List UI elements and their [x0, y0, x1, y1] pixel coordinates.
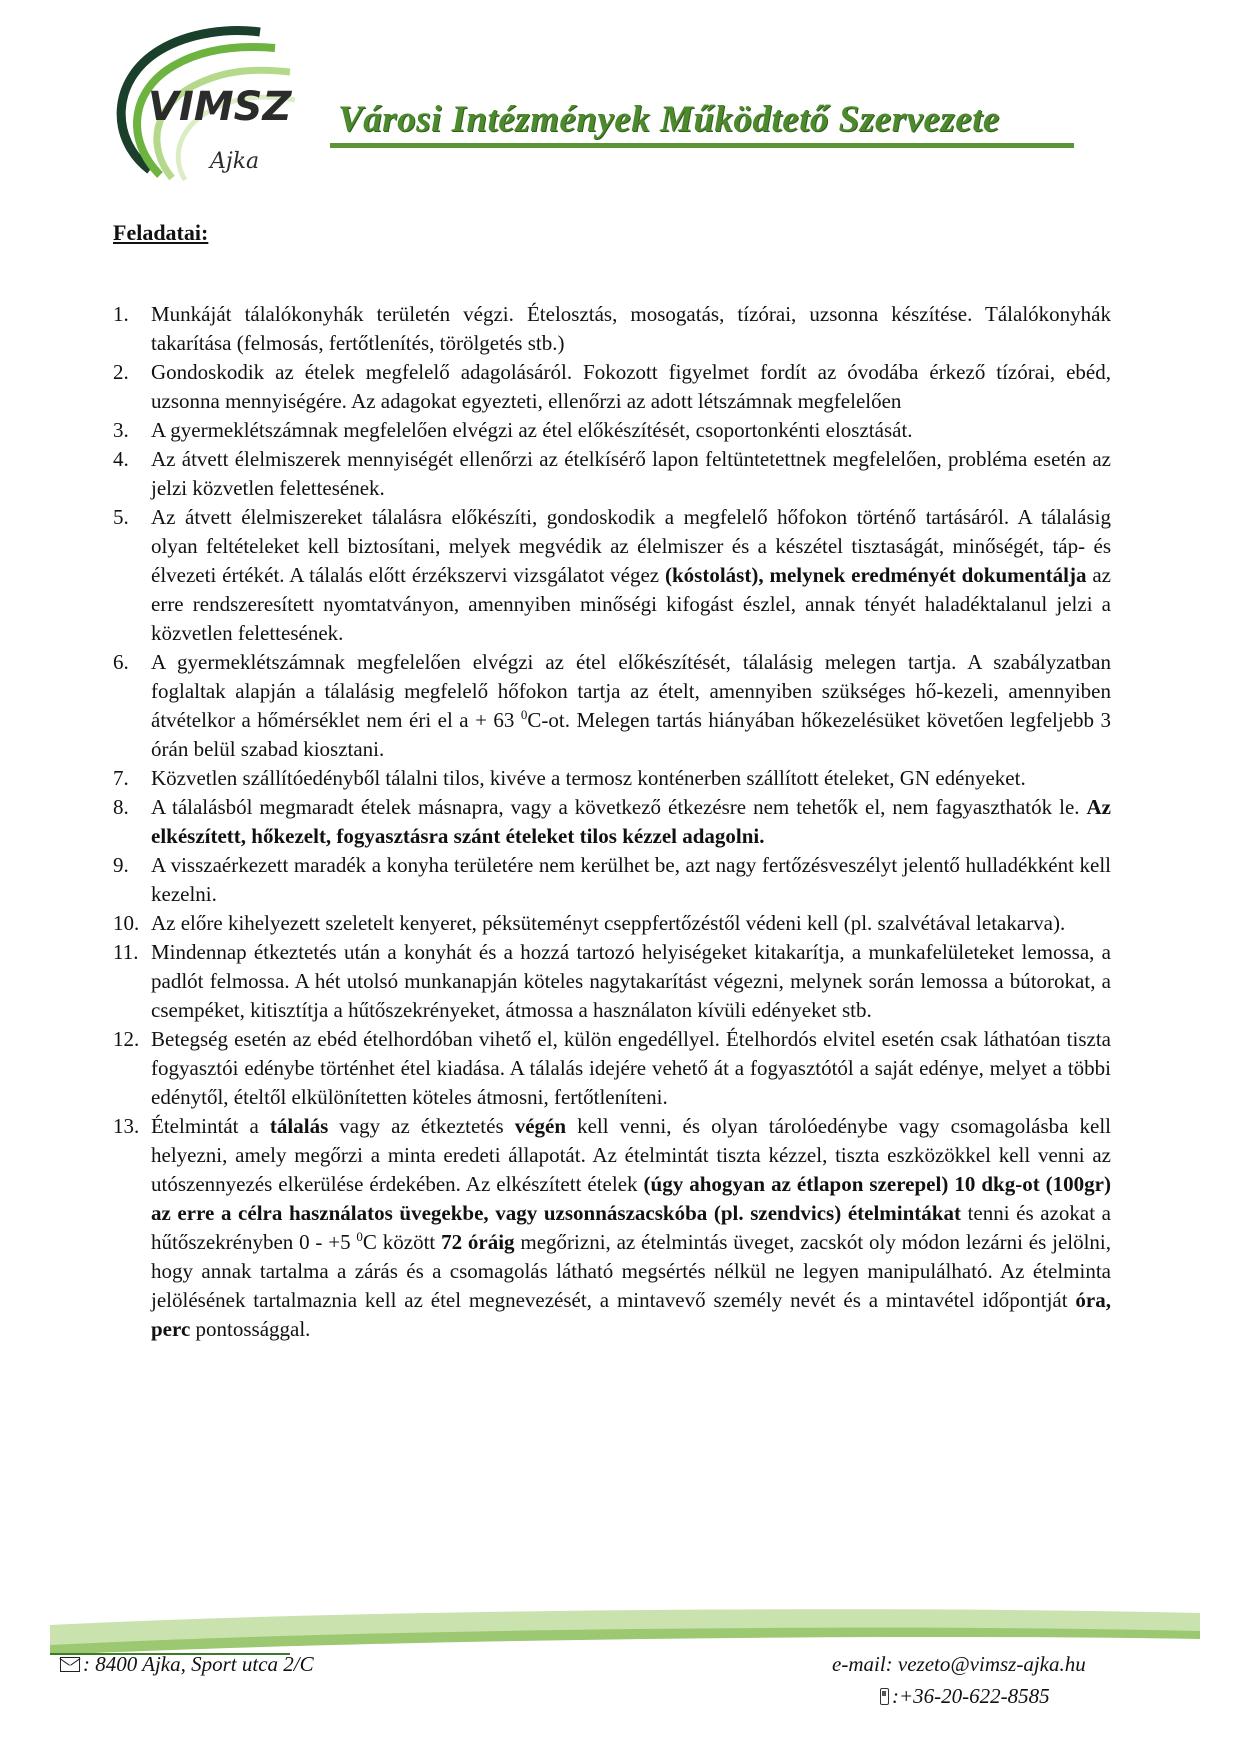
task-text: Gondoskodik az ételek megfelelő adagolásáról. Fokozott figyelmet fordít az óvodába érkező tízórai, ebéd, uzsonna mennyiségére. Az adagokat egyezteti, ellenőrzi az adott létszámnak megfelelően: [151, 360, 1111, 413]
task-number: 10.: [113, 911, 140, 935]
task-item: [113, 358, 1111, 416]
task-item: [113, 909, 1111, 938]
header-divider: [330, 143, 1074, 148]
task-text: Közvetlen szállítóedényből tálalni tilos, kivéve a termosz konténerben szállított ételeket, GN edényeket.: [151, 766, 1026, 790]
task-text: Az átvett élelmiszerek mennyiségét ellenőrzi az ételkísérő lapon feltüntetettnek megfelelően, probléma esetén az jelzi közvetlen felettesének.: [151, 447, 1111, 500]
footer-email[interactable]: e-mail: vezeto@vimsz-ajka.hu: [832, 1652, 1086, 1676]
envelope-icon: [60, 1657, 80, 1672]
address-text: : 8400 Ajka, Sport utca 2/C: [83, 1652, 314, 1676]
task-text: Ételmintát a tálalás vagy az étkeztetés végén kell venni, és olyan tárolóedénybe vagy csomagolásba kell helyezni, amely megőrzi a minta eredeti állapotát. Az ételmintát tiszta kézzel, tiszta eszközökkel kell venni az utószennyezés elkerülése érdekében. Az elkészített ételek (úgy ahogyan az étlapon szerepel) 10 dkg-ot (100gr) az erre a célra használatos üvegekbe, vagy uzsonnászacskóba (pl. szendvics) ételmintákat tenni és azokat a hűtőszekrényben 0 - +5 $^0$C között 72 óráig megőrizni, az ételmintás üveget, zacskót oly módon lezárni és jelölni, hogy annak tartalma a zárás és a csomagolás látható megsértés nélkül ne legyen manipulálható. Az ételminta jelölésének tartalmaznia kell az étel megnevezését, a mintavevő személy nevét és a mintavétel időpontját óra, perc pontossággal.: [151, 1114, 1112, 1341]
task-text: Az előre kihelyezett szeletelt kenyeret, péksüteményt cseppfertőzéstől védeni kell (pl. szalvétával letakarva).: [151, 911, 1066, 935]
task-item: [113, 1112, 1111, 1344]
task-item: [113, 503, 1111, 648]
task-text: A gyermeklétszámnak megfelelően elvégzi az étel előkészítését, tálalásig melegen tartja. A szabályzatban foglaltak alapján a tálalásig megfelelő hőfokon tartja az ételt, amennyiben szükséges hő-kezeli, amennyiben átvételkor a hőmérséklet nem éri el a + 63 $^0$C-ot. Melegen tartás hiányában hőkezelésüket követően legfeljebb 3 órán belül szabad kiosztani.: [151, 650, 1111, 761]
task-item: [113, 1025, 1111, 1112]
phone-icon: [880, 1688, 889, 1705]
task-text: Az átvett élelmiszereket tálalásra előkészíti, gondoskodik a megfelelő hőfokon történő tartásáról. A tálalásig olyan feltételeket kell biztosítani, melyek megvédik az élelmiszer és a készétel tisztaságát, minőségét, táp- és élvezeti értékét. A tálalás előtt érzékszervi vizsgálatot végez (kóstolást), melynek eredményét dokumentálja az erre rendszeresített nyomtatványon, amennyiben minőségi kifogást észlel, annak tényét haladéktalanul jelzi a közvetlen felettesének.: [151, 505, 1111, 645]
task-list: [113, 300, 1111, 1344]
task-item: [113, 793, 1111, 851]
task-number: 9.: [113, 853, 129, 877]
task-number: 1.: [113, 302, 129, 326]
task-text: A tálalásból megmaradt ételek másnapra, vagy a következő étkezésre nem tehetők el, nem fagyaszthatók le. Az elkészített, hőkezelt, fogyasztásra szánt ételeket tilos kézzel adagolni.: [151, 795, 1111, 848]
task-item: [113, 416, 1111, 445]
task-number: 7.: [113, 766, 129, 790]
vimsz-logo: [100, 20, 300, 190]
task-number: 3.: [113, 418, 129, 442]
task-item: [113, 300, 1111, 358]
footer-address: [60, 1652, 314, 1677]
task-number: 5.: [113, 505, 129, 529]
task-number: 6.: [113, 650, 129, 674]
section-heading: Feladatai:: [113, 220, 209, 245]
organization-name: Városi Intézmények Működtető Szervezete: [338, 99, 1000, 140]
task-text: A visszaérkezett maradék a konyha területére nem kerülhet be, azt nagy fertőzésveszélyt jelentő hulladékként kell kezelni.: [151, 853, 1111, 906]
task-item: [113, 764, 1111, 793]
phone-text: :+36-20-622-8585: [892, 1684, 1050, 1708]
footer-phone: [880, 1684, 1050, 1709]
logo-graphic: [100, 20, 300, 190]
task-number: 4.: [113, 447, 129, 471]
task-text: A gyermeklétszámnak megfelelően elvégzi az étel előkészítését, csoportonkénti elosztását.: [151, 418, 913, 442]
task-item: [113, 851, 1111, 909]
task-number: 2.: [113, 360, 129, 384]
task-number: 8.: [113, 795, 129, 819]
task-text: Betegség esetén az ebéd ételhordóban vihető el, külön engedéllyel. Ételhordós elvitel esetén csak láthatóan tiszta fogyasztói edénybe történhet étel kiadása. A tálalás idejére vehető át a fogyasztótól a saját edénye, melyet a többi edénytől, ételtől elkülönítetten köteles átmosni, fertőtleníteni.: [151, 1027, 1111, 1109]
task-item: [113, 445, 1111, 503]
task-item: [113, 938, 1111, 1025]
task-number: 11.: [113, 940, 139, 964]
task-number: 13.: [113, 1114, 140, 1138]
task-item: [113, 648, 1111, 764]
svg-text:VIMSZ: VIMSZ: [148, 84, 292, 130]
task-text: Mindennap étkeztetés után a konyhát és a hozzá tartozó helyiségeket kitakarítja, a munkafelületeket lemossa, a padlót felmossa. A hét utolsó munkanapján köteles nagytakarítást végezni, melynek során lemossa a bútorokat, a csempéket, kitisztítja a hűtőszekrényeket, átmossa a használaton kívüli edényeket stb.: [151, 940, 1111, 1022]
svg-text:Ajka: Ajka: [210, 149, 260, 174]
task-text: Munkáját tálalókonyhák területén végzi. Ételosztás, mosogatás, tízórai, uzsonna készítése. Tálalókonyhák takarítása (felmosás, fertőtlenítés, törölgetés stb.): [151, 302, 1111, 355]
task-number: 12.: [113, 1027, 140, 1051]
